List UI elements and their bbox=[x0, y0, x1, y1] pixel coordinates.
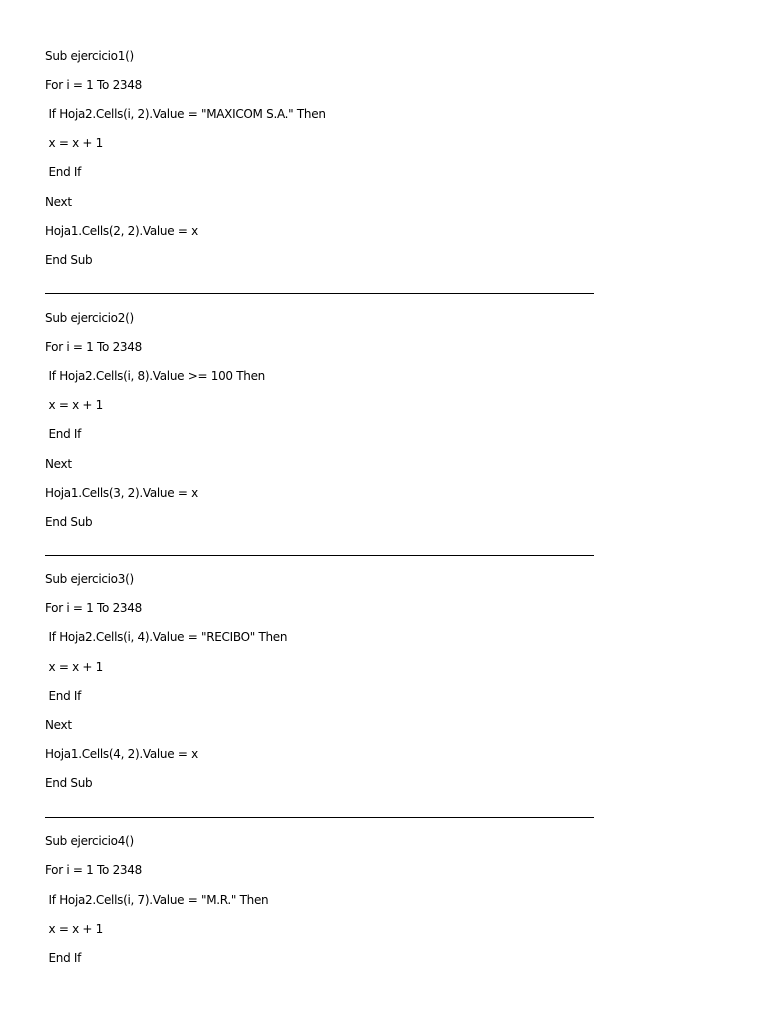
code-line: Next bbox=[45, 718, 72, 732]
separator-line bbox=[45, 555, 594, 556]
code-line: End Sub bbox=[45, 515, 93, 529]
code-line: x = x + 1 bbox=[45, 398, 104, 412]
code-line: Next bbox=[45, 195, 72, 209]
code-line: Hoja1.Cells(4, 2).Value = x bbox=[45, 747, 198, 761]
code-line: If Hoja2.Cells(i, 7).Value = "M.R." Then bbox=[45, 893, 269, 907]
code-line: Sub ejercicio2() bbox=[45, 311, 134, 325]
code-line: End If bbox=[45, 951, 82, 965]
code-line: Sub ejercicio1() bbox=[45, 49, 134, 63]
code-line: x = x + 1 bbox=[45, 922, 104, 936]
code-line: Sub ejercicio3() bbox=[45, 572, 134, 586]
code-line: Sub ejercicio4() bbox=[45, 834, 134, 848]
code-line: For i = 1 To 2348 bbox=[45, 78, 142, 92]
separator-line bbox=[45, 293, 594, 294]
code-line: For i = 1 To 2348 bbox=[45, 601, 142, 615]
code-line: If Hoja2.Cells(i, 4).Value = "RECIBO" Then bbox=[45, 630, 288, 644]
code-line: x = x + 1 bbox=[45, 660, 104, 674]
code-line: Hoja1.Cells(3, 2).Value = x bbox=[45, 486, 198, 500]
code-line: For i = 1 To 2348 bbox=[45, 863, 142, 877]
code-line: If Hoja2.Cells(i, 8).Value >= 100 Then bbox=[45, 369, 265, 383]
code-line: x = x + 1 bbox=[45, 136, 104, 150]
code-line: For i = 1 To 2348 bbox=[45, 340, 142, 354]
code-line: End If bbox=[45, 689, 82, 703]
code-line: Next bbox=[45, 457, 72, 471]
code-line: End If bbox=[45, 165, 82, 179]
code-line: If Hoja2.Cells(i, 2).Value = "MAXICOM S.A." Then bbox=[45, 107, 326, 121]
code-line: End Sub bbox=[45, 253, 93, 267]
code-line: End If bbox=[45, 427, 82, 441]
separator-line bbox=[45, 817, 594, 818]
code-line: Hoja1.Cells(2, 2).Value = x bbox=[45, 224, 198, 238]
code-line: End Sub bbox=[45, 776, 93, 790]
